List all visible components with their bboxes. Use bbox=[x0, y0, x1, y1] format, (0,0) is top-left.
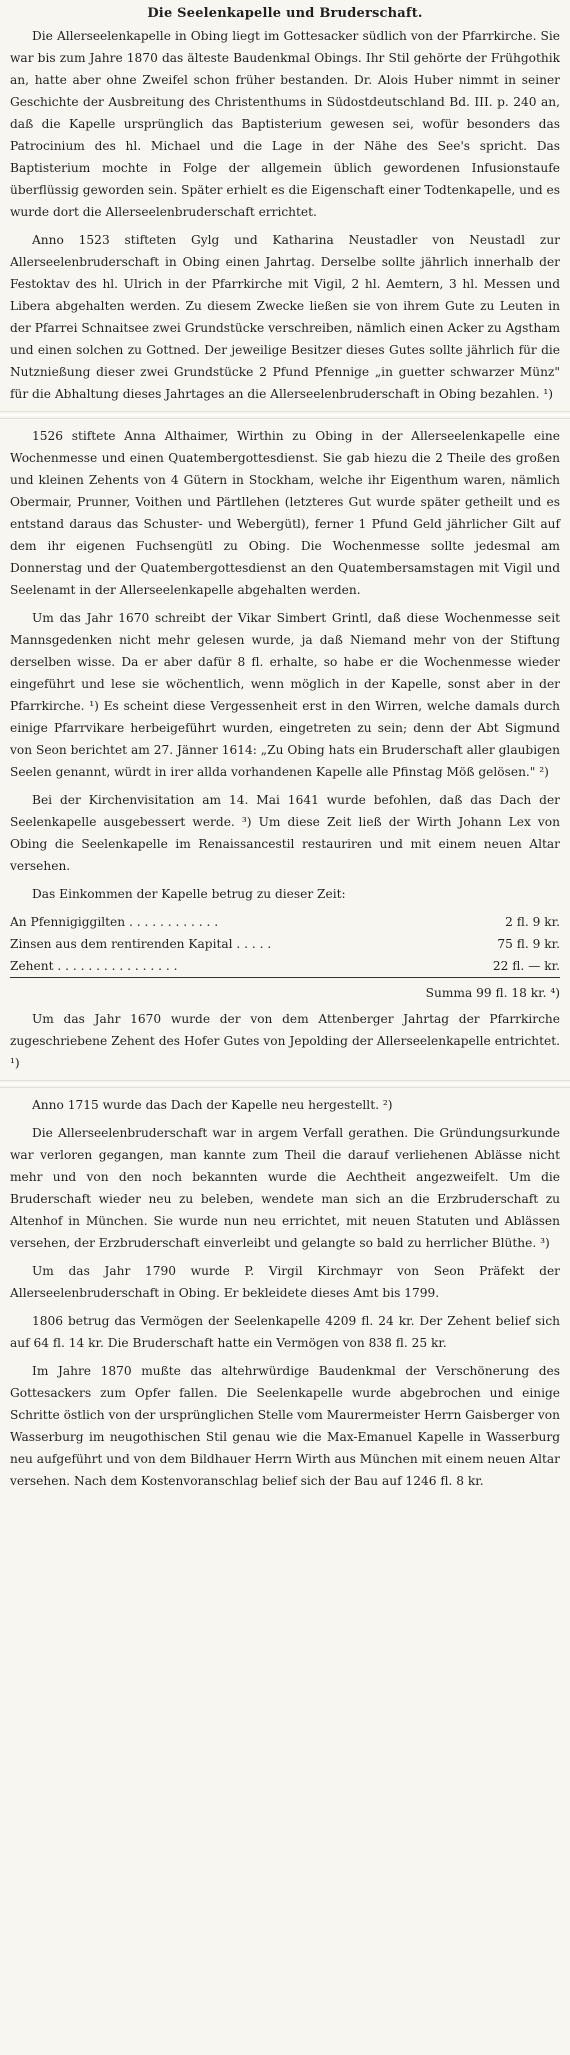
paragraph-1: Die Allerseelenkapelle in Obing liegt im Gottesacker südlich von der Pfarrkirche. Sie war bis zum Jahre 1870 das älteste Baudenkmal Obings. Ihr Stil gehörte der Frühgothik an, hatte aber ohne Zweifel schon früher bestanden. Dr. Alois Huber nimmt in seiner Geschichte der Ausbreitung des Christenthums in Südostdeutschland Bd. III. p. 240 an, daß die Kapelle ursprünglich das Baptisterium gewesen sei, wofür besonders das Patrocinium des hl. Michael und die Lage in der Nähe des See's spricht. Das Baptisterium mochte in Folge der allgemein üblich gewordenen Infusionstaufe überflüssig geworden sein. Später erhielt es die Eigenschaft einer Todtenkapelle, und es wurde dort die Allerseelenbruderschaft errichtet. bbox=[10, 29, 560, 219]
income-amount-2: 75 fl. 9 kr. bbox=[497, 937, 560, 951]
income-sum: Summa 99 fl. 18 kr. ⁴) bbox=[425, 986, 560, 1000]
income-amount-3: 22 fl. — kr. bbox=[492, 959, 560, 973]
scan-seam-1 bbox=[0, 411, 570, 419]
income-heading: Das Einkommen der Kapelle betrug zu dieser Zeit: bbox=[32, 887, 346, 901]
paragraph-5: Bei der Kirchenvisitation am 14. Mai 1641 wurde befohlen, daß das Dach der Seelenkapelle ausgebessert werde. ³) Um diese Zeit ließ der Wirth Johann Lex von Obing die Seelenkapelle im Renaissancestil restauriren und mit einem neuen Altar versehen. bbox=[10, 793, 560, 873]
paragraph-11: Im Jahre 1870 mußte das altehrwürdige Baudenkmal der Verschönerung des Gottesackers zum Opfer fallen. Die Seelenkapelle wurde abgebrochen und einige Schritte östlich von der ursprünglichen Stelle vom Maurermeister Herrn Gaisberger von Wasserburg im neugothischen Stil genau wie die Max-Emanuel Kapelle in Wasserburg neu aufgeführt und von dem Bildhauer Herrn Wirth aus München mit einem neuen Altar versehen. Nach dem Kostenvoranschlag belief sich der Bau auf 1246 fl. 8 kr. bbox=[10, 1364, 560, 1488]
paragraph-7: Anno 1715 wurde das Dach der Kapelle neu hergestellt. ²) bbox=[32, 1098, 393, 1112]
income-row-2 bbox=[10, 933, 560, 955]
paragraph-10: 1806 betrug das Vermögen der Seelenkapelle 4209 fl. 24 kr. Der Zehent belief sich auf 64 fl. 14 kr. Die Bruderschaft hatte ein Vermögen von 838 fl. 25 kr. bbox=[10, 1314, 560, 1350]
income-row-3 bbox=[10, 955, 560, 978]
income-label-2: Zinsen aus dem rentirenden Kapital . . . . . bbox=[10, 937, 272, 951]
paragraph-6: Um das Jahr 1670 wurde der von dem Attenberger Jahrtag der Pfarrkirche zugeschriebene Zehent des Hofer Gutes von Jepolding der Allerseelenkapelle entrichtet. ¹) bbox=[10, 1012, 560, 1070]
income-label-3: Zehent . . . . . . . . . . . . . . . . bbox=[10, 959, 178, 973]
paragraph-9: Um das Jahr 1790 wurde P. Virgil Kirchmayr von Seon Präfekt der Allerseelenbruderschaft in Obing. Er bekleidete dieses Amt bis 1799. bbox=[10, 1264, 560, 1300]
paragraph-8: Die Allerseelenbruderschaft war in argem Verfall gerathen. Die Gründungsurkunde war verloren gegangen, man kannte zum Theil die darauf verliehenen Ablässe nicht mehr und von den noch bekannten wurde die Aechtheit angezweifelt. Um die Bruderschaft wieder neu zu beleben, wendete man sich an die Erzbruderschaft zu Altenhof in München. Sie wurde nun neu errichtet, mit neuen Statuten und Ablässen versehen, der Erzbruderschaft einverleibt und gelangte so bald zu herrlicher Blüthe. ³) bbox=[10, 1126, 560, 1250]
income-label-1: An Pfennigiggilten . . . . . . . . . . . . bbox=[10, 915, 219, 929]
income-row-1 bbox=[10, 911, 560, 933]
page-title: Die Seelenkapelle und Bruderschaft. bbox=[147, 6, 423, 21]
paragraph-3: 1526 stiftete Anna Althaimer, Wirthin zu Obing in der Allerseelenkapelle eine Wochenmesse und einen Quatembergottesdienst. Sie gab hiezu die 2 Theile des großen und kleinen Zehents von 4 Gütern in Stockham, welche ihr Eigenthum waren, nämlich Obermair, Prunner, Voithen und Pärtllehen (letzteres Gut wurde später getheilt und es entstand daraus das Schuster- und Webergütl), ferner 1 Pfund Geld jährlicher Gilt auf dem ihr eigenen Fuchsengütl zu Obing. Die Wochenmesse sollte jedesmal am Donnerstag und der Quatembergottesdienst an den Quatembersamstagen mit Vigil und Seelenamt in der Allerseelenkapelle abgehalten werden. bbox=[10, 429, 560, 597]
scan-seam-2 bbox=[0, 1080, 570, 1088]
paragraph-4: Um das Jahr 1670 schreibt der Vikar Simbert Grintl, daß diese Wochenmesse seit Mannsgedenken nicht mehr gelesen wurde, ja daß Niemand mehr von der Stiftung derselben wisse. Da er aber dafür 8 fl. erhalte, so habe er die Wochenmesse wieder eingeführt und lese sie wöchentlich, wenn möglich in der Kapelle, sonst aber in der Pfarrkirche. ¹) Es scheint diese Vergessenheit erst in den Wirren, welche damals durch einige Pfarrvikare herbeigeführt wurden, eingetreten zu sein; denn der Abt Sigmund von Seon berichtet am 27. Jänner 1614: „Zu Obing hats ein Bruderschaft aller glaubigen Seelen genannt, würdt in irer allda vorhandenen Kapelle alle Pfinstag Möß gelösen." ²) bbox=[10, 611, 560, 779]
paragraph-2: Anno 1523 stifteten Gylg und Katharina Neustadler von Neustadl zur Allerseelenbruderschaft in Obing einen Jahrtag. Derselbe sollte jährlich innerhalb der Festoktav des hl. Ulrich in der Pfarrkirche mit Vigil, 2 hl. Aemtern, 3 hl. Messen und Libera abgehalten werden. Zu diesem Zwecke ließen sie von ihrem Gute zu Leuten in der Pfarrei Schnaitsee zwei Grundstücke verschreiben, nämlich einen Acker zu Agstham und einen solchen zu Gottned. Der jeweilige Besitzer dieses Gutes sollte jährlich für die Nutznießung dieser zwei Grundstücke 2 Pfund Pfennige „in guetter schwarzer Münz" für die Abhaltung dieses Jahrtages an die Allerseelenbruderschaft in Obing bezahlen. ¹) bbox=[10, 233, 560, 401]
income-sum-rule bbox=[10, 978, 560, 979]
income-amount-1: 2 fl. 9 kr. bbox=[505, 915, 560, 929]
income-table bbox=[10, 911, 560, 978]
